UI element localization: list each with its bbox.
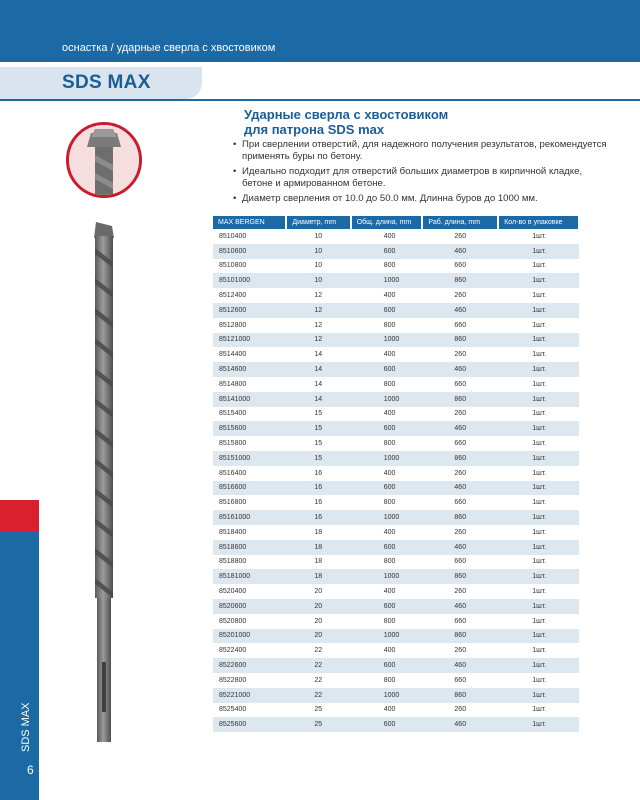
- cell-total-length: 1000: [351, 629, 423, 644]
- cell-diameter: 15: [314, 440, 323, 448]
- cell-total-length: 400: [383, 706, 396, 714]
- cell-article: 8520400: [219, 588, 247, 596]
- table-row: [213, 273, 579, 288]
- cell-work-length: 460: [422, 658, 498, 673]
- cell-diameter: 16: [286, 481, 350, 496]
- cell-total-length: 400: [383, 528, 396, 536]
- cell-total-length: 1000: [351, 451, 423, 466]
- cell-quantity: 1шт.: [532, 558, 547, 566]
- cell-work-length: 660: [454, 617, 467, 625]
- column-header-quantity: Кол-во в упаковке: [498, 216, 579, 229]
- cell-work-length: 660: [454, 499, 467, 507]
- cell-quantity: 1шт.: [498, 244, 579, 259]
- side-bar: [0, 532, 39, 800]
- cell-diameter: 12: [286, 333, 350, 348]
- table-row: [213, 407, 579, 422]
- cell-article: 8522400: [219, 647, 247, 655]
- cell-article: 8515400: [219, 410, 247, 418]
- drill-tip-image: [66, 122, 142, 198]
- table-row: [213, 244, 579, 259]
- table-row: [213, 318, 579, 333]
- cell-article: 8515800: [219, 440, 247, 448]
- cell-total-length: 800: [383, 380, 396, 388]
- cell-article: 8525400: [219, 706, 247, 714]
- cell-diameter: 25: [286, 717, 350, 732]
- section-tab: [0, 67, 202, 99]
- cell-total-length: 400: [383, 469, 396, 477]
- cell-quantity: 1шт.: [498, 717, 579, 732]
- cell-diameter: 14: [314, 351, 323, 359]
- table-row: [213, 658, 579, 673]
- cell-work-length: 260: [454, 588, 467, 596]
- table-row: [213, 481, 579, 496]
- cell-quantity: 1шт.: [532, 676, 547, 684]
- drill-bit-image: [76, 222, 120, 742]
- cell-article: 8525600: [213, 717, 286, 732]
- table-row: [213, 466, 579, 481]
- cell-total-length: 800: [383, 617, 396, 625]
- cell-quantity: 1шт.: [498, 303, 579, 318]
- feature-item: • При сверлении отверстий, для надежного получения результатов, рекомендуется применять буры по бетону.: [232, 139, 612, 162]
- table-row: [213, 421, 579, 436]
- cell-diameter: 25: [314, 706, 323, 714]
- cell-diameter: 14: [314, 380, 323, 388]
- table-row: [213, 673, 579, 688]
- cell-work-length: 460: [422, 540, 498, 555]
- cell-article: 8510600: [213, 244, 286, 259]
- table-row: [213, 288, 579, 303]
- table-body: [213, 229, 579, 732]
- product-table: [213, 216, 580, 732]
- cell-article: 85121000: [213, 333, 286, 348]
- cell-work-length: 460: [422, 599, 498, 614]
- cell-quantity: 1шт.: [498, 451, 579, 466]
- column-header-work-length: Раб. длина, mm: [422, 216, 498, 229]
- product-heading: [244, 107, 448, 137]
- product-heading-line1: Ударные сверла с хвостовиком: [244, 107, 449, 122]
- cell-total-length: 1000: [351, 273, 423, 288]
- table-row: [213, 525, 579, 540]
- cell-work-length: 460: [422, 481, 498, 496]
- cell-article: 8510800: [219, 262, 247, 270]
- cell-total-length: 400: [383, 232, 396, 240]
- table-row: [213, 303, 579, 318]
- cell-diameter: 10: [314, 232, 323, 240]
- cell-total-length: 1000: [351, 569, 423, 584]
- cell-quantity: 1шт.: [532, 528, 547, 536]
- cell-quantity: 1шт.: [532, 232, 547, 240]
- cell-quantity: 1шт.: [498, 658, 579, 673]
- cell-work-length: 660: [454, 676, 467, 684]
- feature-list: [232, 139, 612, 209]
- cell-work-length: 260: [454, 647, 467, 655]
- cell-article: 8518400: [219, 528, 247, 536]
- cell-work-length: 860: [422, 451, 498, 466]
- cell-work-length: 660: [454, 262, 467, 270]
- cell-total-length: 600: [351, 599, 423, 614]
- cell-work-length: 660: [454, 440, 467, 448]
- table-row: [213, 614, 579, 629]
- cell-work-length: 460: [422, 303, 498, 318]
- cell-work-length: 460: [422, 362, 498, 377]
- cell-article: 85151000: [213, 451, 286, 466]
- cell-work-length: 660: [454, 321, 467, 329]
- cell-diameter: 10: [286, 244, 350, 259]
- cell-work-length: 460: [422, 717, 498, 732]
- cell-work-length: 260: [454, 292, 467, 300]
- cell-article: 8512400: [219, 292, 247, 300]
- cell-quantity: 1шт.: [532, 410, 547, 418]
- column-header-total-length: Общ. длина, mm: [351, 216, 423, 229]
- cell-total-length: 800: [383, 321, 396, 329]
- cell-quantity: 1шт.: [532, 469, 547, 477]
- cell-work-length: 660: [454, 558, 467, 566]
- table-row: [213, 495, 579, 510]
- cell-quantity: 1шт.: [498, 273, 579, 288]
- table-row: [213, 229, 579, 244]
- cell-total-length: 800: [383, 558, 396, 566]
- table-row: [213, 377, 579, 392]
- section-underline: [0, 99, 640, 101]
- cell-quantity: 1шт.: [532, 292, 547, 300]
- cell-total-length: 600: [351, 244, 423, 259]
- page-number: 6: [27, 763, 34, 777]
- cell-work-length: 860: [422, 333, 498, 348]
- cell-total-length: 400: [383, 588, 396, 596]
- cell-diameter: 22: [314, 647, 323, 655]
- cell-article: 85221000: [213, 688, 286, 703]
- cell-diameter: 18: [286, 569, 350, 584]
- cell-quantity: 1шт.: [532, 617, 547, 625]
- cell-article: 85101000: [213, 273, 286, 288]
- drill-tip-illustration: [69, 125, 139, 195]
- cell-quantity: 1шт.: [498, 540, 579, 555]
- cell-work-length: 860: [422, 688, 498, 703]
- cell-quantity: 1шт.: [532, 588, 547, 596]
- cell-article: 8514800: [219, 380, 247, 388]
- cell-total-length: 800: [383, 440, 396, 448]
- cell-quantity: 1шт.: [498, 392, 579, 407]
- column-header-article: MAX BERGEN: [213, 216, 286, 229]
- cell-article: 8510400: [219, 232, 247, 240]
- cell-article: 8522800: [219, 676, 247, 684]
- table-row: [213, 717, 579, 732]
- table-row: [213, 436, 579, 451]
- table-row: [213, 555, 579, 570]
- cell-article: 8516600: [213, 481, 286, 496]
- table-row: [213, 392, 579, 407]
- cell-total-length: 600: [351, 362, 423, 377]
- cell-total-length: 1000: [351, 333, 423, 348]
- cell-article: 8518600: [213, 540, 286, 555]
- cell-article: 8512800: [219, 321, 247, 329]
- cell-work-length: 260: [454, 469, 467, 477]
- cell-total-length: 600: [351, 540, 423, 555]
- table-row: [213, 703, 579, 718]
- table-row: [213, 569, 579, 584]
- cell-article: 8516400: [219, 469, 247, 477]
- cell-total-length: 1000: [351, 688, 423, 703]
- table-row: [213, 584, 579, 599]
- cell-diameter: 16: [314, 499, 323, 507]
- cell-diameter: 12: [314, 292, 323, 300]
- cell-diameter: 16: [286, 510, 350, 525]
- cell-work-length: 260: [454, 528, 467, 536]
- section-title: SDS MAX: [62, 72, 151, 93]
- side-accent-red: [0, 500, 39, 532]
- cell-article: 8522600: [213, 658, 286, 673]
- header-divider: [0, 62, 640, 64]
- cell-quantity: 1шт.: [498, 421, 579, 436]
- cell-total-length: 1000: [351, 510, 423, 525]
- cell-quantity: 1шт.: [498, 569, 579, 584]
- table-row: [213, 259, 579, 274]
- cell-diameter: 10: [286, 273, 350, 288]
- top-header-bar: [0, 0, 640, 62]
- cell-quantity: 1шт.: [498, 333, 579, 348]
- cell-total-length: 600: [351, 658, 423, 673]
- table-row: [213, 629, 579, 644]
- cell-diameter: 22: [286, 658, 350, 673]
- cell-work-length: 460: [422, 421, 498, 436]
- cell-quantity: 1шт.: [498, 688, 579, 703]
- cell-total-length: 600: [351, 717, 423, 732]
- product-heading-line2: для патрона SDS max: [244, 122, 385, 137]
- cell-diameter: 10: [314, 262, 323, 270]
- table-row: [213, 510, 579, 525]
- cell-quantity: 1шт.: [532, 262, 547, 270]
- cell-work-length: 260: [454, 706, 467, 714]
- cell-diameter: 18: [314, 528, 323, 536]
- cell-work-length: 860: [422, 392, 498, 407]
- cell-article: 8516800: [219, 499, 247, 507]
- breadcrumb: оснастка / ударные сверла с хвостовиком: [62, 42, 276, 54]
- cell-quantity: 1шт.: [498, 599, 579, 614]
- cell-diameter: 14: [286, 362, 350, 377]
- cell-diameter: 20: [314, 617, 323, 625]
- cell-work-length: 660: [454, 380, 467, 388]
- cell-work-length: 860: [422, 510, 498, 525]
- table-row: [213, 451, 579, 466]
- cell-article: 8515600: [213, 421, 286, 436]
- cell-total-length: 1000: [351, 392, 423, 407]
- cell-total-length: 600: [351, 421, 423, 436]
- cell-total-length: 800: [383, 262, 396, 270]
- cell-diameter: 15: [286, 421, 350, 436]
- cell-article: 85141000: [213, 392, 286, 407]
- table-row: [213, 688, 579, 703]
- table-row: [213, 362, 579, 377]
- cell-article: 85201000: [213, 629, 286, 644]
- cell-diameter: 18: [314, 558, 323, 566]
- cell-total-length: 600: [351, 303, 423, 318]
- cell-article: 8520600: [213, 599, 286, 614]
- cell-article: 85181000: [213, 569, 286, 584]
- cell-diameter: 12: [286, 303, 350, 318]
- column-header-diameter: Диаметр, mm: [286, 216, 350, 229]
- cell-work-length: 860: [422, 569, 498, 584]
- cell-diameter: 22: [314, 676, 323, 684]
- feature-item: • Диаметр сверления от 10.0 до 50.0 мм. Длинна буров до 1000 мм.: [232, 193, 612, 205]
- table-row: [213, 540, 579, 555]
- cell-total-length: 800: [383, 499, 396, 507]
- cell-diameter: 12: [314, 321, 323, 329]
- cell-diameter: 16: [314, 469, 323, 477]
- cell-quantity: 1шт.: [532, 647, 547, 655]
- cell-article: 8518800: [219, 558, 247, 566]
- table-row: [213, 599, 579, 614]
- cell-work-length: 260: [454, 232, 467, 240]
- cell-article: 8520800: [219, 617, 247, 625]
- feature-item: • Идеально подходит для отверстий больших диаметров в кирпичной кладке, бетоне и армированном бетоне.: [232, 166, 612, 189]
- table-row: [213, 347, 579, 362]
- cell-quantity: 1шт.: [498, 362, 579, 377]
- cell-quantity: 1шт.: [498, 629, 579, 644]
- cell-article: 85161000: [213, 510, 286, 525]
- cell-quantity: 1шт.: [532, 440, 547, 448]
- cell-quantity: 1шт.: [498, 481, 579, 496]
- cell-diameter: 20: [314, 588, 323, 596]
- cell-total-length: 400: [383, 351, 396, 359]
- cell-quantity: 1шт.: [498, 510, 579, 525]
- cell-article: 8514400: [219, 351, 247, 359]
- cell-total-length: 800: [383, 676, 396, 684]
- cell-work-length: 860: [422, 273, 498, 288]
- cell-work-length: 260: [454, 410, 467, 418]
- table-row: [213, 643, 579, 658]
- cell-work-length: 260: [454, 351, 467, 359]
- cell-total-length: 400: [383, 410, 396, 418]
- cell-total-length: 600: [351, 481, 423, 496]
- cell-article: 8514600: [213, 362, 286, 377]
- cell-article: 8512600: [213, 303, 286, 318]
- cell-quantity: 1шт.: [532, 706, 547, 714]
- cell-diameter: 18: [286, 540, 350, 555]
- cell-work-length: 860: [422, 629, 498, 644]
- cell-diameter: 20: [286, 599, 350, 614]
- cell-diameter: 15: [286, 451, 350, 466]
- table-row: [213, 333, 579, 348]
- cell-quantity: 1шт.: [532, 351, 547, 359]
- cell-total-length: 400: [383, 647, 396, 655]
- cell-quantity: 1шт.: [532, 380, 547, 388]
- cell-diameter: 14: [286, 392, 350, 407]
- cell-quantity: 1шт.: [532, 499, 547, 507]
- cell-total-length: 400: [383, 292, 396, 300]
- cell-diameter: 22: [286, 688, 350, 703]
- cell-diameter: 15: [314, 410, 323, 418]
- side-section-label: SDS MAX: [20, 702, 32, 752]
- cell-work-length: 460: [422, 244, 498, 259]
- cell-quantity: 1шт.: [532, 321, 547, 329]
- table-header-row: [213, 216, 579, 229]
- cell-diameter: 20: [286, 629, 350, 644]
